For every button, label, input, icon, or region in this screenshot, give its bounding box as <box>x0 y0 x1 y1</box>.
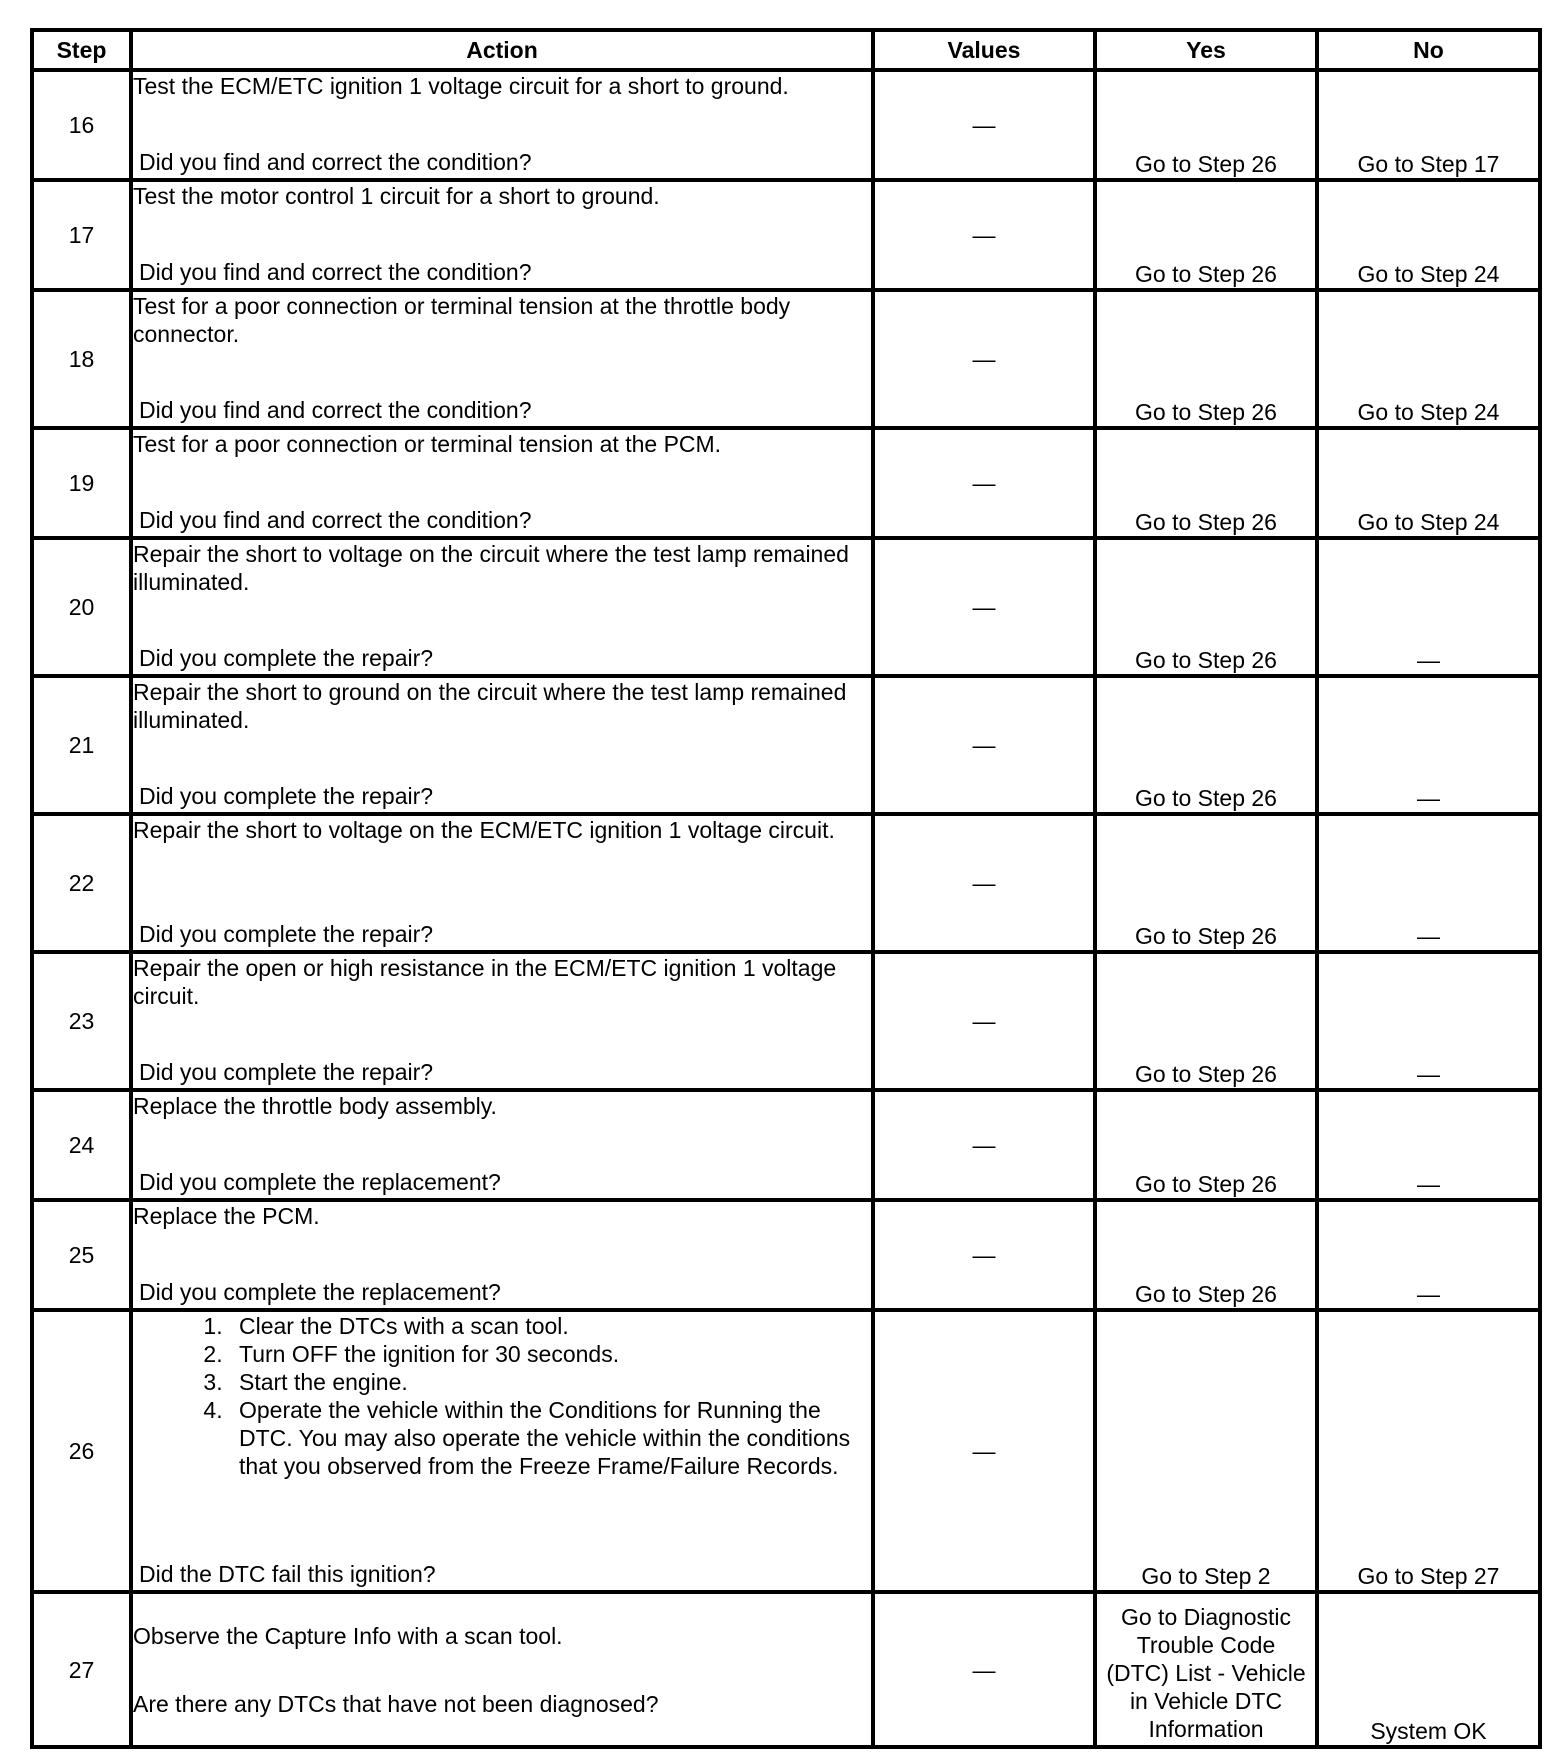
table-row <box>32 290 1540 428</box>
action-cell <box>131 538 873 676</box>
table-row <box>32 814 1540 952</box>
action-cell <box>131 428 873 538</box>
no-cell: — <box>1317 814 1540 952</box>
table-row <box>32 952 1540 1090</box>
no-cell: — <box>1317 538 1540 676</box>
action-cell <box>131 1310 873 1592</box>
yes-cell: Go to Step 26 <box>1095 1200 1317 1310</box>
values-cell: — <box>873 1310 1095 1592</box>
step-number: 17 <box>32 180 131 290</box>
header-no: No <box>1317 30 1540 70</box>
step-number: 20 <box>32 538 131 676</box>
list-item: 2. Turn OFF the ignition for 30 seconds. <box>229 1340 871 1368</box>
values-cell: — <box>873 538 1095 676</box>
values-cell: — <box>873 290 1095 428</box>
action-text: Test the ECM/ETC ignition 1 voltage circuit for a short to ground. <box>133 73 789 99</box>
yes-cell: Go to Diagnostic Trouble Code (DTC) List - Vehicle in Vehicle DTC Information <box>1095 1592 1317 1747</box>
values-cell: — <box>873 428 1095 538</box>
values-cell: — <box>873 952 1095 1090</box>
action-question: Did you find and correct the condition? <box>139 507 532 533</box>
action-question: Did you find and correct the condition? <box>139 149 532 175</box>
action-question: Did you find and correct the condition? <box>139 397 532 423</box>
no-cell: Go to Step 27 <box>1317 1310 1540 1592</box>
action-cell <box>131 952 873 1090</box>
action-cell <box>131 1090 873 1200</box>
action-text: Replace the PCM. <box>133 1203 320 1229</box>
step-number: 25 <box>32 1200 131 1310</box>
no-cell: Go to Step 17 <box>1317 70 1540 180</box>
table-row <box>32 1200 1540 1310</box>
header-action: Action <box>131 30 873 70</box>
step-number: 16 <box>32 70 131 180</box>
action-cell <box>131 814 873 952</box>
action-text: Repair the open or high resistance in the ECM/ETC ignition 1 voltage circuit. <box>133 955 837 1009</box>
step-number: 22 <box>32 814 131 952</box>
values-cell: — <box>873 814 1095 952</box>
action-text: Repair the short to voltage on the circuit where the test lamp remained illuminated. <box>133 541 849 595</box>
action-cell <box>131 1592 873 1747</box>
header-step: Step <box>32 30 131 70</box>
yes-cell: Go to Step 26 <box>1095 1090 1317 1200</box>
action-question: Did you complete the repair? <box>139 645 434 671</box>
action-cell <box>131 180 873 290</box>
no-cell: — <box>1317 676 1540 814</box>
action-question: Are there any DTCs that have not been diagnosed? <box>133 1690 659 1717</box>
header-yes: Yes <box>1095 30 1317 70</box>
action-cell <box>131 1200 873 1310</box>
diagnostic-table <box>30 28 1542 1749</box>
action-text: Replace the throttle body assembly. <box>133 1093 497 1119</box>
table-row <box>32 1310 1540 1592</box>
values-cell: — <box>873 1090 1095 1200</box>
no-cell: Go to Step 24 <box>1317 428 1540 538</box>
step-number: 26 <box>32 1310 131 1592</box>
action-question: Did you complete the repair? <box>139 921 434 947</box>
values-cell: — <box>873 1200 1095 1310</box>
no-cell: Go to Step 24 <box>1317 290 1540 428</box>
step-number: 21 <box>32 676 131 814</box>
action-text: Test for a poor connection or terminal tension at the throttle body connector. <box>133 293 791 347</box>
values-cell: — <box>873 70 1095 180</box>
table-row <box>32 70 1540 180</box>
no-cell: — <box>1317 1200 1540 1310</box>
action-question: Did you complete the replacement? <box>139 1279 501 1305</box>
table-row <box>32 1592 1540 1747</box>
header-values: Values <box>873 30 1095 70</box>
list-item: 4. Operate the vehicle within the Conditions for Running the DTC. You may also operate the vehicle within the conditions that you observed from the Freeze Frame/Failure Records. <box>229 1396 871 1480</box>
yes-cell: Go to Step 26 <box>1095 180 1317 290</box>
action-question: Did you complete the repair? <box>139 783 434 809</box>
procedure-list <box>133 1312 871 1480</box>
no-cell: — <box>1317 952 1540 1090</box>
yes-cell: Go to Step 26 <box>1095 428 1317 538</box>
values-cell: — <box>873 1592 1095 1747</box>
action-text: Test for a poor connection or terminal tension at the PCM. <box>133 431 722 457</box>
yes-cell: Go to Step 26 <box>1095 538 1317 676</box>
yes-cell: Go to Step 26 <box>1095 676 1317 814</box>
action-text: Repair the short to voltage on the ECM/ETC ignition 1 voltage circuit. <box>133 817 835 843</box>
step-number: 24 <box>32 1090 131 1200</box>
action-cell <box>131 676 873 814</box>
step-number: 23 <box>32 952 131 1090</box>
table-row <box>32 1090 1540 1200</box>
table-row <box>32 428 1540 538</box>
yes-cell: Go to Step 26 <box>1095 290 1317 428</box>
no-cell: — <box>1317 1090 1540 1200</box>
table-row <box>32 676 1540 814</box>
step-number: 18 <box>32 290 131 428</box>
list-item: 1. Clear the DTCs with a scan tool. <box>229 1312 871 1340</box>
no-cell: Go to Step 24 <box>1317 180 1540 290</box>
action-cell <box>131 290 873 428</box>
action-text: Observe the Capture Info with a scan tool. <box>133 1622 563 1649</box>
table-row <box>32 180 1540 290</box>
step-number: 27 <box>32 1592 131 1747</box>
action-question: Did you find and correct the condition? <box>139 259 532 285</box>
yes-cell: Go to Step 26 <box>1095 952 1317 1090</box>
yes-cell: Go to Step 26 <box>1095 70 1317 180</box>
action-cell <box>131 70 873 180</box>
step-number: 19 <box>32 428 131 538</box>
yes-cell: Go to Step 26 <box>1095 814 1317 952</box>
action-question: Did the DTC fail this ignition? <box>139 1561 436 1587</box>
values-cell: — <box>873 180 1095 290</box>
action-question: Did you complete the repair? <box>139 1059 434 1085</box>
action-text: Test the motor control 1 circuit for a short to ground. <box>133 183 660 209</box>
action-text: Repair the short to ground on the circuit where the test lamp remained illuminated. <box>133 679 847 733</box>
no-cell: System OK <box>1317 1592 1540 1747</box>
yes-cell: Go to Step 2 <box>1095 1310 1317 1592</box>
values-cell: — <box>873 676 1095 814</box>
list-item: 3. Start the engine. <box>229 1368 871 1396</box>
header-row <box>32 30 1540 70</box>
action-question: Did you complete the replacement? <box>139 1169 501 1195</box>
table-row <box>32 538 1540 676</box>
